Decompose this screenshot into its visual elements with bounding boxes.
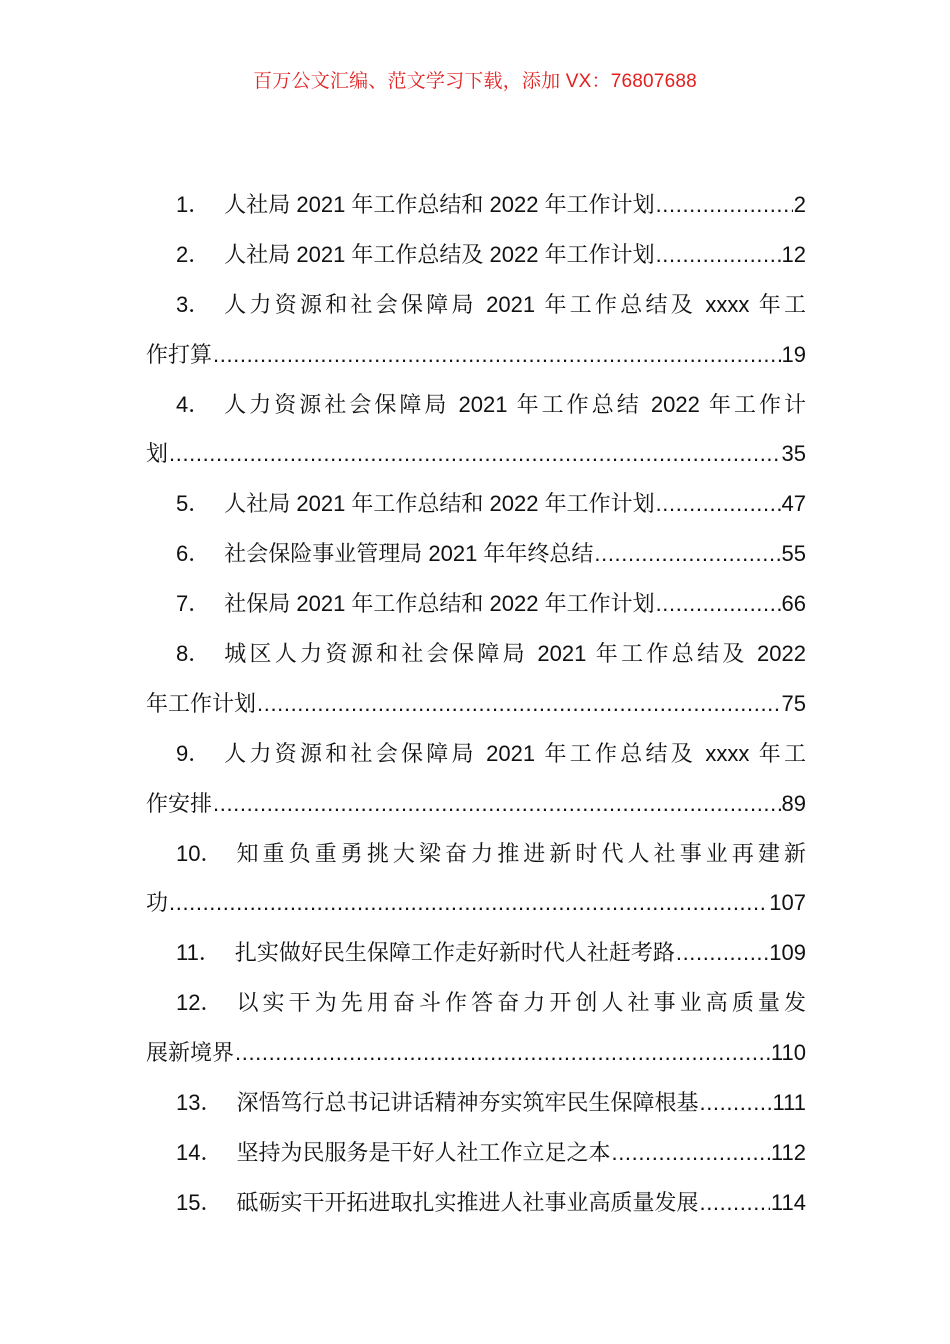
toc-title-continued: 年工作计划 [146,690,257,716]
toc-page-number: 66 [781,591,806,617]
toc-page-number: 89 [781,790,806,816]
dot-leader [213,330,781,380]
dot-leader [169,429,781,479]
toc-entry-13[interactable] [146,1078,806,1128]
toc-page-number: 109 [769,940,806,966]
toc-title-continued: 作安排 [146,790,213,816]
toc-entry-3[interactable] [146,280,806,330]
toc-entry-12-continued[interactable] [146,1028,806,1078]
toc-number: 5． [176,491,211,517]
toc-title: 人力资源和社会保障局 2021 年工作总结及 xxxx 年工 [224,740,806,766]
dot-leader [656,479,781,529]
toc-page-number: 107 [769,890,806,916]
toc-entry-9[interactable] [146,729,806,779]
toc-page-number: 2 [793,192,806,217]
toc-number: 8． [176,641,211,667]
toc-entry-11[interactable] [146,928,806,978]
toc-entry-7[interactable] [146,579,806,629]
toc-number: 9． [176,740,211,766]
toc-entry-14[interactable] [146,1128,806,1178]
toc-title: 知重负重勇挑大梁奋力推进新时代人社事业再建新 [236,840,806,866]
dot-leader [700,1078,772,1128]
toc-title: 社保局 2021 年工作总结和 2022 年工作计划 [224,591,655,617]
toc-title: 人社局 2021 年工作总结和 2022 年工作计划 [224,192,655,217]
toc-number: 6． [176,541,211,567]
toc-title-continued: 划 [146,441,169,467]
toc-page-number: 110 [770,1040,806,1066]
toc-number: 11． [176,940,221,966]
toc-entry-5[interactable] [146,479,806,529]
toc-page-number: 112 [770,1139,806,1165]
dot-leader [169,878,768,928]
toc-number: 13． [176,1090,223,1116]
toc-entry-1[interactable] [146,180,806,230]
dot-leader [656,579,781,629]
toc-number: 4． [176,391,211,417]
toc-title-continued: 功 [146,890,169,916]
toc-page-number: 19 [781,341,806,367]
toc-entry-4[interactable] [146,380,806,430]
toc-title: 人社局 2021 年工作总结及 2022 年工作计划 [224,241,655,267]
toc-title: 扎实做好民生保障工作走好新时代人社赶考路 [234,940,675,966]
toc-title-continued: 作打算 [146,341,213,367]
dot-leader [594,529,780,579]
toc-title: 人社局 2021 年工作总结和 2022 年工作计划 [224,491,655,517]
toc-title: 深悟笃行总书记讲话精神夯实筑牢民生保障根基 [236,1090,699,1116]
toc-page-number: 12 [781,241,806,267]
toc-title: 坚持为民服务是干好人社工作立足之本 [236,1139,611,1165]
toc-page-number: 47 [781,491,806,517]
toc-entry-10[interactable] [146,829,806,879]
toc-number: 10． [176,840,223,866]
toc-page-number: 75 [781,690,806,716]
toc-title-continued: 展新境界 [146,1040,235,1066]
toc-title: 城区人力资源和社会保障局 2021 年工作总结及 2022 [224,641,806,667]
dot-leader [676,928,768,978]
watermark-header: 百万公文汇编、范文学习下载，添加 VX：76807688 [253,71,697,92]
toc-number: 15． [176,1189,223,1215]
dot-leader [612,1128,770,1178]
toc-number: 14． [176,1139,223,1165]
toc-title: 以实干为先用奋斗作答奋力开创人社事业高质量发 [236,990,806,1016]
toc-number: 2． [176,241,211,267]
dot-leader [656,180,793,230]
toc-number: 3． [176,291,211,317]
toc-page-number: 114 [770,1189,806,1215]
table-of-contents [146,180,806,1228]
toc-entry-10-continued[interactable] [146,878,806,928]
toc-entry-2[interactable] [146,230,806,280]
dot-leader [257,679,781,729]
dot-leader [213,779,781,829]
toc-entry-4-continued[interactable] [146,429,806,479]
toc-title: 人力资源和社会保障局 2021 年工作总结及 xxxx 年工 [224,291,806,317]
dot-leader [656,230,781,280]
toc-number: 1． [176,192,211,217]
toc-title: 人力资源社会保障局 2021 年工作总结 2022 年工作计 [224,391,806,417]
toc-number: 12． [176,990,223,1016]
toc-title: 砥砺实干开拓进取扎实推进人社事业高质量发展 [236,1189,699,1215]
toc-number: 7． [176,591,211,617]
toc-entry-6[interactable] [146,529,806,579]
toc-entry-8[interactable] [146,629,806,679]
toc-entry-3-continued[interactable] [146,330,806,380]
toc-entry-9-continued[interactable] [146,779,806,829]
toc-page-number: 35 [781,441,806,467]
toc-page-number: 55 [781,541,806,567]
toc-title: 社会保险事业管理局 2021 年年终总结 [224,541,594,567]
toc-page-number: 111 [772,1090,806,1116]
dot-leader [700,1178,770,1228]
toc-entry-8-continued[interactable] [146,679,806,729]
dot-leader [235,1028,770,1078]
toc-entry-12[interactable] [146,978,806,1028]
toc-entry-15[interactable] [146,1178,806,1228]
